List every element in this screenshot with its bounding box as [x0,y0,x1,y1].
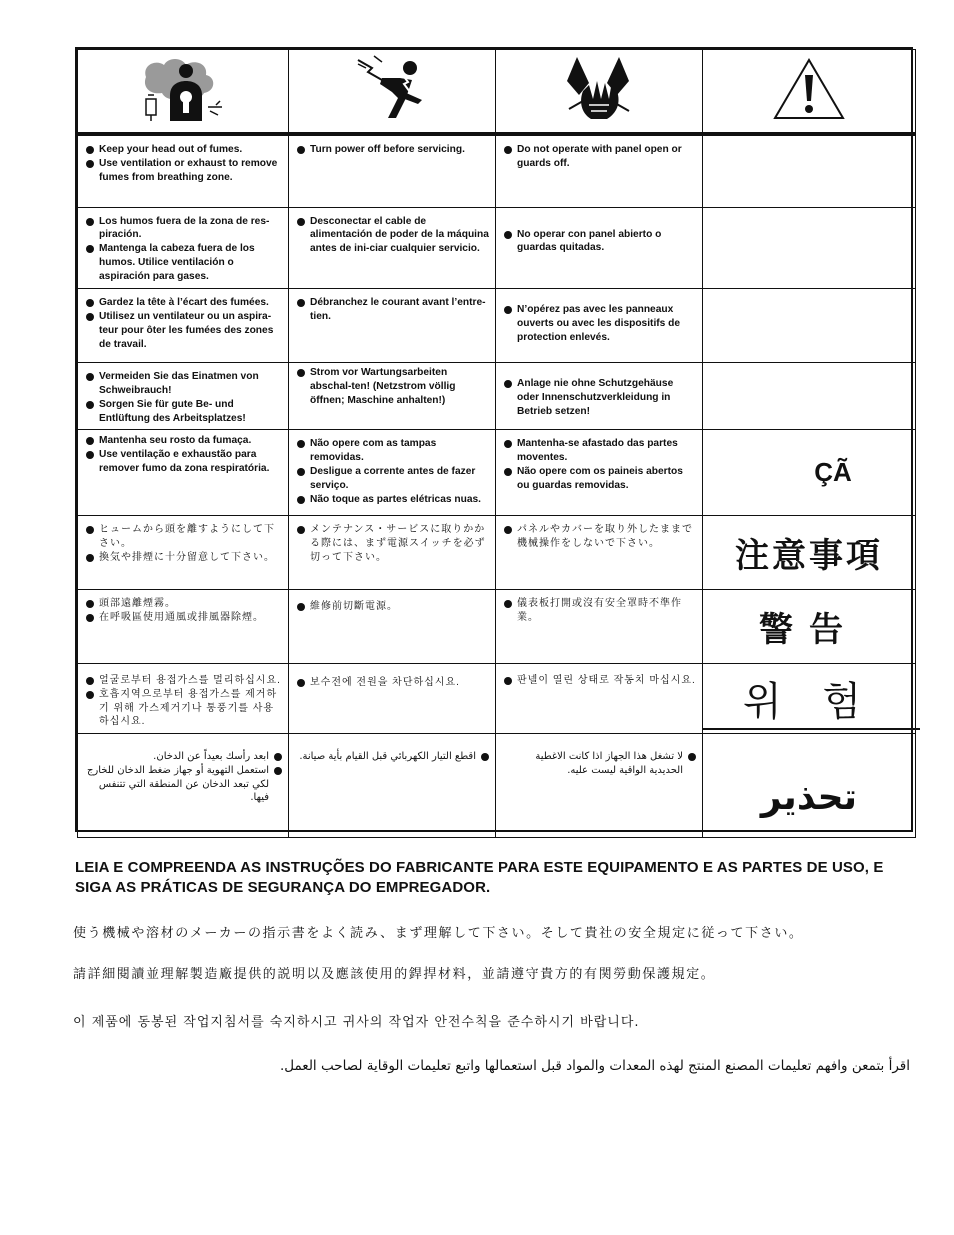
fumes-hazard-icon [138,55,228,128]
icon-cell-warning [703,50,916,135]
footer-arabic: اقرأ بتمعن وافهم تعليمات المصنع المنتج لهذه المعدات والمواد قبل استعمالها واتبع تعليمات الوقاية لصاحب العمل. [279,1058,910,1074]
row-german [78,362,916,430]
list-item: Utilisez un ventilateur ou un aspira-teur pour ôter les fumées des zones de travail. [86,310,282,352]
list-item: Não toque as partes elétricas nuas. [297,493,489,507]
list-item: Anlage nie ohne Schutzgehäuse oder Innenschutzverkleidung in Betrieb setzen! [504,377,696,419]
footer-chinese: 請詳細閱讀並理解製造廠提供的説明以及應該使用的銲捍材料，並請遵守貴方的有関勞動保護規定。 [73,967,716,982]
list-item: Los humos fuera de la zona de res-piración. [86,215,282,243]
warning-grid [77,49,916,838]
list-item: Gardez la tête à l’écart des fumées. [86,296,282,310]
list-item: N’opérez pas avec les panneaux ouverts ou avec les dispositifs de protection enlevés. [504,303,696,345]
list-item: Sorgen Sie für gute Be- und Entlüftung des Arbeitsplatzes! [86,398,282,426]
list-item: Do not operate with panel open or guards off. [504,143,696,171]
list-item: 儀表板打開或沒有安全罩時不準作業。 [504,597,696,624]
list-item: No operar con panel abierto o guardas quitadas. [504,228,696,256]
signal-word: 注意事項 [735,536,883,577]
row-chinese [78,590,916,664]
list-item: 頭部遠離煙霧。 [86,597,282,611]
row-english [78,134,916,207]
list-item: Não opere com as tampas removidas. [297,437,489,465]
list-item: Vermeiden Sie das Einatmen von Schweibrauch! [86,370,282,398]
list-item: 판넬이 열린 상태로 작동치 마십시요. [504,674,696,688]
signal-word: تحذير [760,777,858,819]
list-item: Strom vor Wartungsarbeiten abschal-ten! (Netzstrom völlig öffnen; Maschine anhalten!) [297,366,489,408]
signal-word: 위 험 [743,679,875,726]
electric-shock-icon [352,54,432,129]
list-item: Mantenha seu rosto da fumaça. [86,434,282,448]
list-item: استعمل التهوية أو جهاز ضغط الدخان للخارج لكي تبعد الدخان عن المنطقة التي تتنفس فيها. [86,764,282,805]
list-item: 호흡지역으로부터 용접가스를 제거하기 위해 가스제거기나 통풍기를 사용하십시요. [86,688,282,729]
list-item: ヒュームから頭を離すようにして下さい。 [86,523,282,550]
footer-japanese: 使う機械や溶材のメーカーの指示書をよく読み、まず理解して下さい。そして貴社の安全規定に従って下さい。 [73,926,804,941]
list-item: 在呼吸區使用通風或排風器除煙。 [86,611,282,625]
row-spanish [78,207,916,288]
list-item: Mantenga la cabeza fuera de los humos. Utilice ventilación o aspiración para gases. [86,242,282,284]
list-item: パネルやカバーを取り外したままで機械操作をしないで下さい。 [504,523,696,550]
divider-line [702,728,920,730]
signal-word: ÇÃ [814,457,852,488]
list-item: 換気や排煙に十分留意して下さい。 [86,551,282,565]
row-korean [78,664,916,734]
safety-precautions-table [75,47,913,832]
icon-cell-shock [289,50,496,135]
list-item: 얼굴로부터 용접가스를 멀리하십시요. [86,674,282,688]
list-item: Desconectar el cable de alimentación de poder de la máquina antes de ini-ciar cualquier servicio. [297,215,489,257]
list-item: اقطع التيار الكهربائي قبل القيام بأية صيانة. [297,750,489,764]
list-item: Não opere com os paineis abertos ou guardas removidas. [504,465,696,493]
moving-parts-hand-icon [559,53,639,130]
row-arabic [78,734,916,838]
list-item: Turn power off before servicing. [297,143,489,157]
footer-korean: 이 제품에 동봉된 작업지침서를 숙지하시고 귀사의 작업자 안전수칙을 준수하시기 바랍니다. [73,1015,640,1030]
list-item: 보수전에 전원을 차단하십시요. [297,676,489,690]
row-japanese [78,516,916,590]
icon-cell-moving-parts [496,50,703,135]
row-french [78,288,916,362]
list-item: لا تشغل هذا الجهاز اذا كانت الاغطية الحديدية الواقية ليست عليه. [504,750,696,777]
signal-word: 警告 [759,610,859,651]
row-portuguese [78,430,916,516]
warning-triangle-icon [773,57,845,126]
list-item: Débranchez le courant avant l’entre-tien. [297,296,489,324]
list-item: Keep your head out of fumes. [86,143,282,157]
list-item: Use ventilation or exhaust to remove fumes from breathing zone. [86,157,282,185]
list-item: メンテナンス・サービスに取りかかる際には、まず電源スイッチを必ず切って下さい。 [297,523,489,564]
icon-cell-fumes [78,50,289,135]
icon-row [78,50,916,135]
list-item: 維修前切斷電源。 [297,600,489,614]
list-item: Desligue a corrente antes de fazer serviço. [297,465,489,493]
footer-portuguese: LEIA E COMPREENDA AS INSTRUÇÕES DO FABRICANTE PARA ESTE EQUIPAMENTO E AS PARTES DE USO, E SIGA AS PRÁTICAS DE SEGURANÇA DO EMPREGADOR. [75,859,884,896]
list-item: ابعد رأسك بعيداً عن الدخان. [86,750,282,764]
list-item: Use ventilação e exhaustão para remover fumo da zona respiratória. [86,448,282,476]
list-item: Mantenha-se afastado das partes moventes. [504,437,696,465]
